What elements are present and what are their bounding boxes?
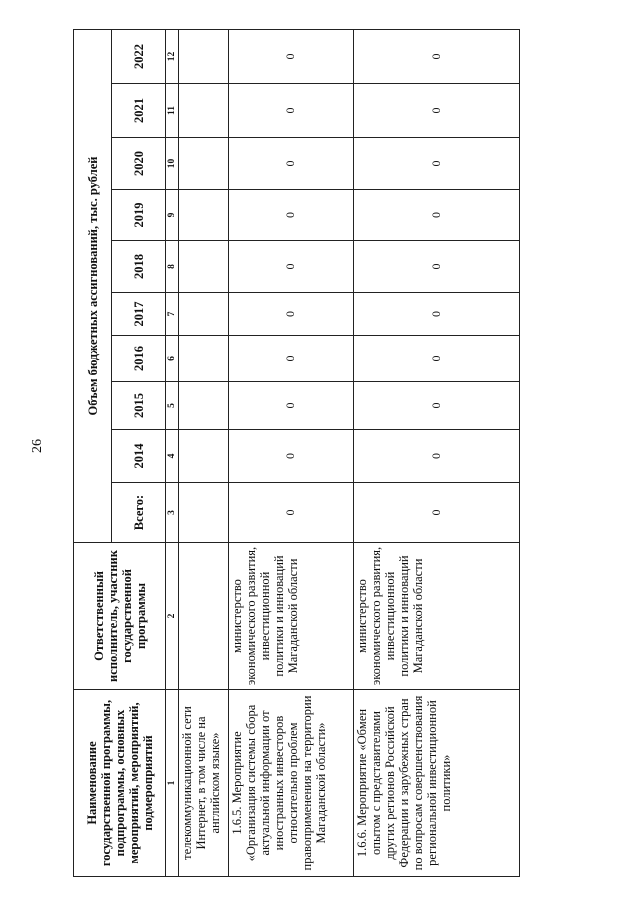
row-name-cell: телекоммуникационной сети Интернет, в том числе на английском языке»: [179, 690, 229, 877]
value-cell: [179, 430, 229, 483]
column-number: 9: [166, 190, 179, 241]
value-cell: [179, 293, 229, 336]
table-row: [179, 29, 229, 876]
header-budget-cell: Объем бюджетных ассигнований, тыс. рублей: [74, 29, 112, 542]
value-cell: 0: [354, 483, 520, 543]
row-responsible-cell: министерство экономического развития, инвестиционной политики и инноваций Магаданской области: [354, 543, 520, 690]
value-cell: 0: [354, 336, 520, 382]
value-cell: [179, 483, 229, 543]
header-year-cell: 2019: [112, 190, 166, 241]
value-cell: 0: [354, 138, 520, 190]
header-year-cell: 2014: [112, 430, 166, 483]
value-cell: 0: [354, 241, 520, 293]
value-cell: [179, 241, 229, 293]
value-cell: 0: [354, 293, 520, 336]
row-responsible-cell: [179, 543, 229, 690]
column-number: 1: [166, 690, 179, 877]
header-total-cell: Всего:: [112, 483, 166, 543]
column-number: 8: [166, 241, 179, 293]
value-cell: 0: [354, 430, 520, 483]
column-number: 5: [166, 382, 179, 430]
row-name-cell: 1.6.6. Мероприятие «Обмен опытом с представителями других регионов Российской Федерации и зарубежных стран по вопросам совершенствования региональной инвестиционной политики»: [354, 690, 520, 877]
value-cell: [179, 336, 229, 382]
page-number: 26: [30, 439, 45, 453]
header-year-cell: 2016: [112, 336, 166, 382]
column-number: 7: [166, 293, 179, 336]
row-name-cell: 1.6.5. Мероприятие «Организация системы сбора актуальной информации от иностранных инвесторов относительно проблем правоприменения на территории Магаданской области»: [229, 690, 354, 877]
rotated-table-container: [73, 30, 520, 877]
value-cell: [179, 382, 229, 430]
value-cell: 0: [229, 430, 354, 483]
value-cell: 0: [229, 382, 354, 430]
header-responsible-cell: Ответственный исполнитель, участник государственной программы: [74, 543, 166, 690]
header-name-cell: Наименование государственной программы, подпрограммы, основных мероприятий, мероприятий, подмероприятий: [74, 690, 166, 877]
value-cell: 0: [229, 84, 354, 138]
header-year-cell: 2017: [112, 293, 166, 336]
value-cell: 0: [354, 29, 520, 83]
column-number: 4: [166, 430, 179, 483]
row-responsible-cell: министерство экономического развития, инвестиционной политики и инноваций Магаданской области: [229, 543, 354, 690]
header-year-cell: 2018: [112, 241, 166, 293]
column-number: 10: [166, 138, 179, 190]
value-cell: [179, 190, 229, 241]
header-year-cell: 2020: [112, 138, 166, 190]
column-number: 2: [166, 543, 179, 690]
column-number: 12: [166, 29, 179, 83]
value-cell: 0: [229, 336, 354, 382]
value-cell: 0: [354, 382, 520, 430]
column-number: 6: [166, 336, 179, 382]
value-cell: 0: [354, 190, 520, 241]
value-cell: 0: [229, 190, 354, 241]
value-cell: 0: [229, 483, 354, 543]
value-cell: 0: [229, 138, 354, 190]
value-cell: 0: [229, 241, 354, 293]
table-row: [229, 29, 354, 876]
header-year-cell: 2021: [112, 84, 166, 138]
header-year-cell: 2022: [112, 29, 166, 83]
budget-table: [73, 29, 520, 877]
header-year-cell: 2015: [112, 382, 166, 430]
value-cell: 0: [229, 29, 354, 83]
value-cell: [179, 84, 229, 138]
column-number: 3: [166, 483, 179, 543]
table-row: [354, 29, 520, 876]
value-cell: [179, 138, 229, 190]
column-number: 11: [166, 84, 179, 138]
value-cell: [179, 29, 229, 83]
value-cell: 0: [354, 84, 520, 138]
value-cell: 0: [229, 293, 354, 336]
